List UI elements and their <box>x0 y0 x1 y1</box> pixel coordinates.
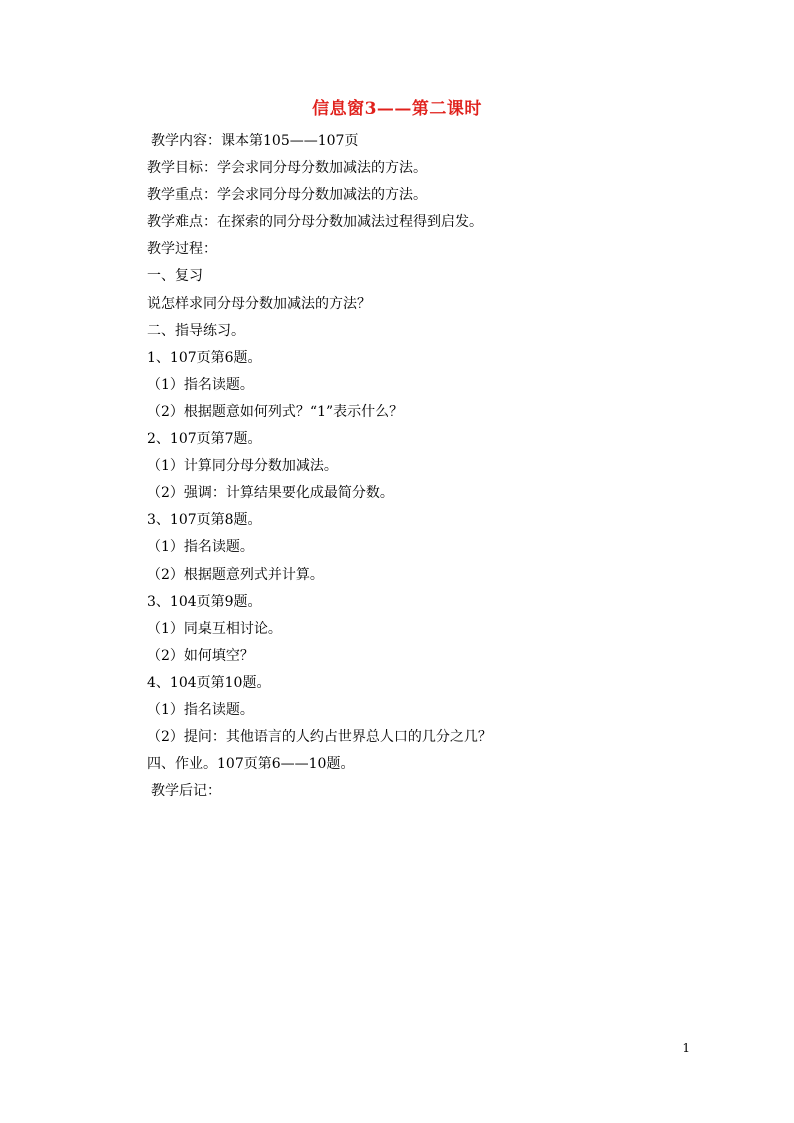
line-section-review: 一、复习 <box>147 268 203 285</box>
line-exercise-2-step-2: （2）强调：计算结果要化成最简分数。 <box>147 485 394 502</box>
line-teaching-notes: 教学后记： <box>151 783 221 800</box>
line-teaching-process: 教学过程： <box>147 241 217 258</box>
line-exercise-1-step-2: （2）根据题意如何列式？“1”表示什么？ <box>147 403 404 420</box>
line-exercise-3b: 3、104页第9题。 <box>147 593 262 610</box>
line-exercise-1-step-1: （1）指名读题。 <box>147 376 254 393</box>
document-body <box>147 128 707 805</box>
line-exercise-1: 1、107页第6题。 <box>147 349 262 366</box>
line-exercise-3: 3、107页第8题。 <box>147 512 262 529</box>
line-section-homework: 四、作业。107页第6——10题。 <box>147 756 355 773</box>
page-number: 1 <box>682 1041 690 1055</box>
line-exercise-2-step-1: （1）计算同分母分数加减法。 <box>147 458 338 475</box>
line-teaching-focus: 教学重点：学会求同分母分数加减法的方法。 <box>147 187 427 204</box>
line-review-question: 说怎样求同分母分数加减法的方法？ <box>147 295 371 312</box>
line-teaching-content: 教学内容：课本第105——107页 <box>151 133 359 149</box>
line-exercise-3-step-2: （2）根据题意列式并计算。 <box>147 566 324 583</box>
line-exercise-3-step-1: （1）指名读题。 <box>147 539 254 556</box>
line-exercise-3b-step-1: （1）同桌互相讨论。 <box>147 620 282 637</box>
line-section-practice: 二、指导练习。 <box>147 322 245 339</box>
line-exercise-4: 4、104页第10题。 <box>147 674 271 691</box>
line-exercise-2: 2、107页第7题。 <box>147 431 262 448</box>
line-exercise-3b-step-2: （2）如何填空？ <box>147 647 254 664</box>
line-exercise-4-step-1: （1）指名读题。 <box>147 701 254 718</box>
line-exercise-4-step-2: （2）提问：其他语言的人约占世界总人口的几分之几？ <box>147 729 492 746</box>
line-teaching-difficulty: 教学难点：在探索的同分母分数加减法过程得到启发。 <box>147 214 483 231</box>
line-teaching-goal: 教学目标：学会求同分母分数加减法的方法。 <box>147 160 427 177</box>
document-title: 信息窗3——第二课时 <box>312 99 482 119</box>
